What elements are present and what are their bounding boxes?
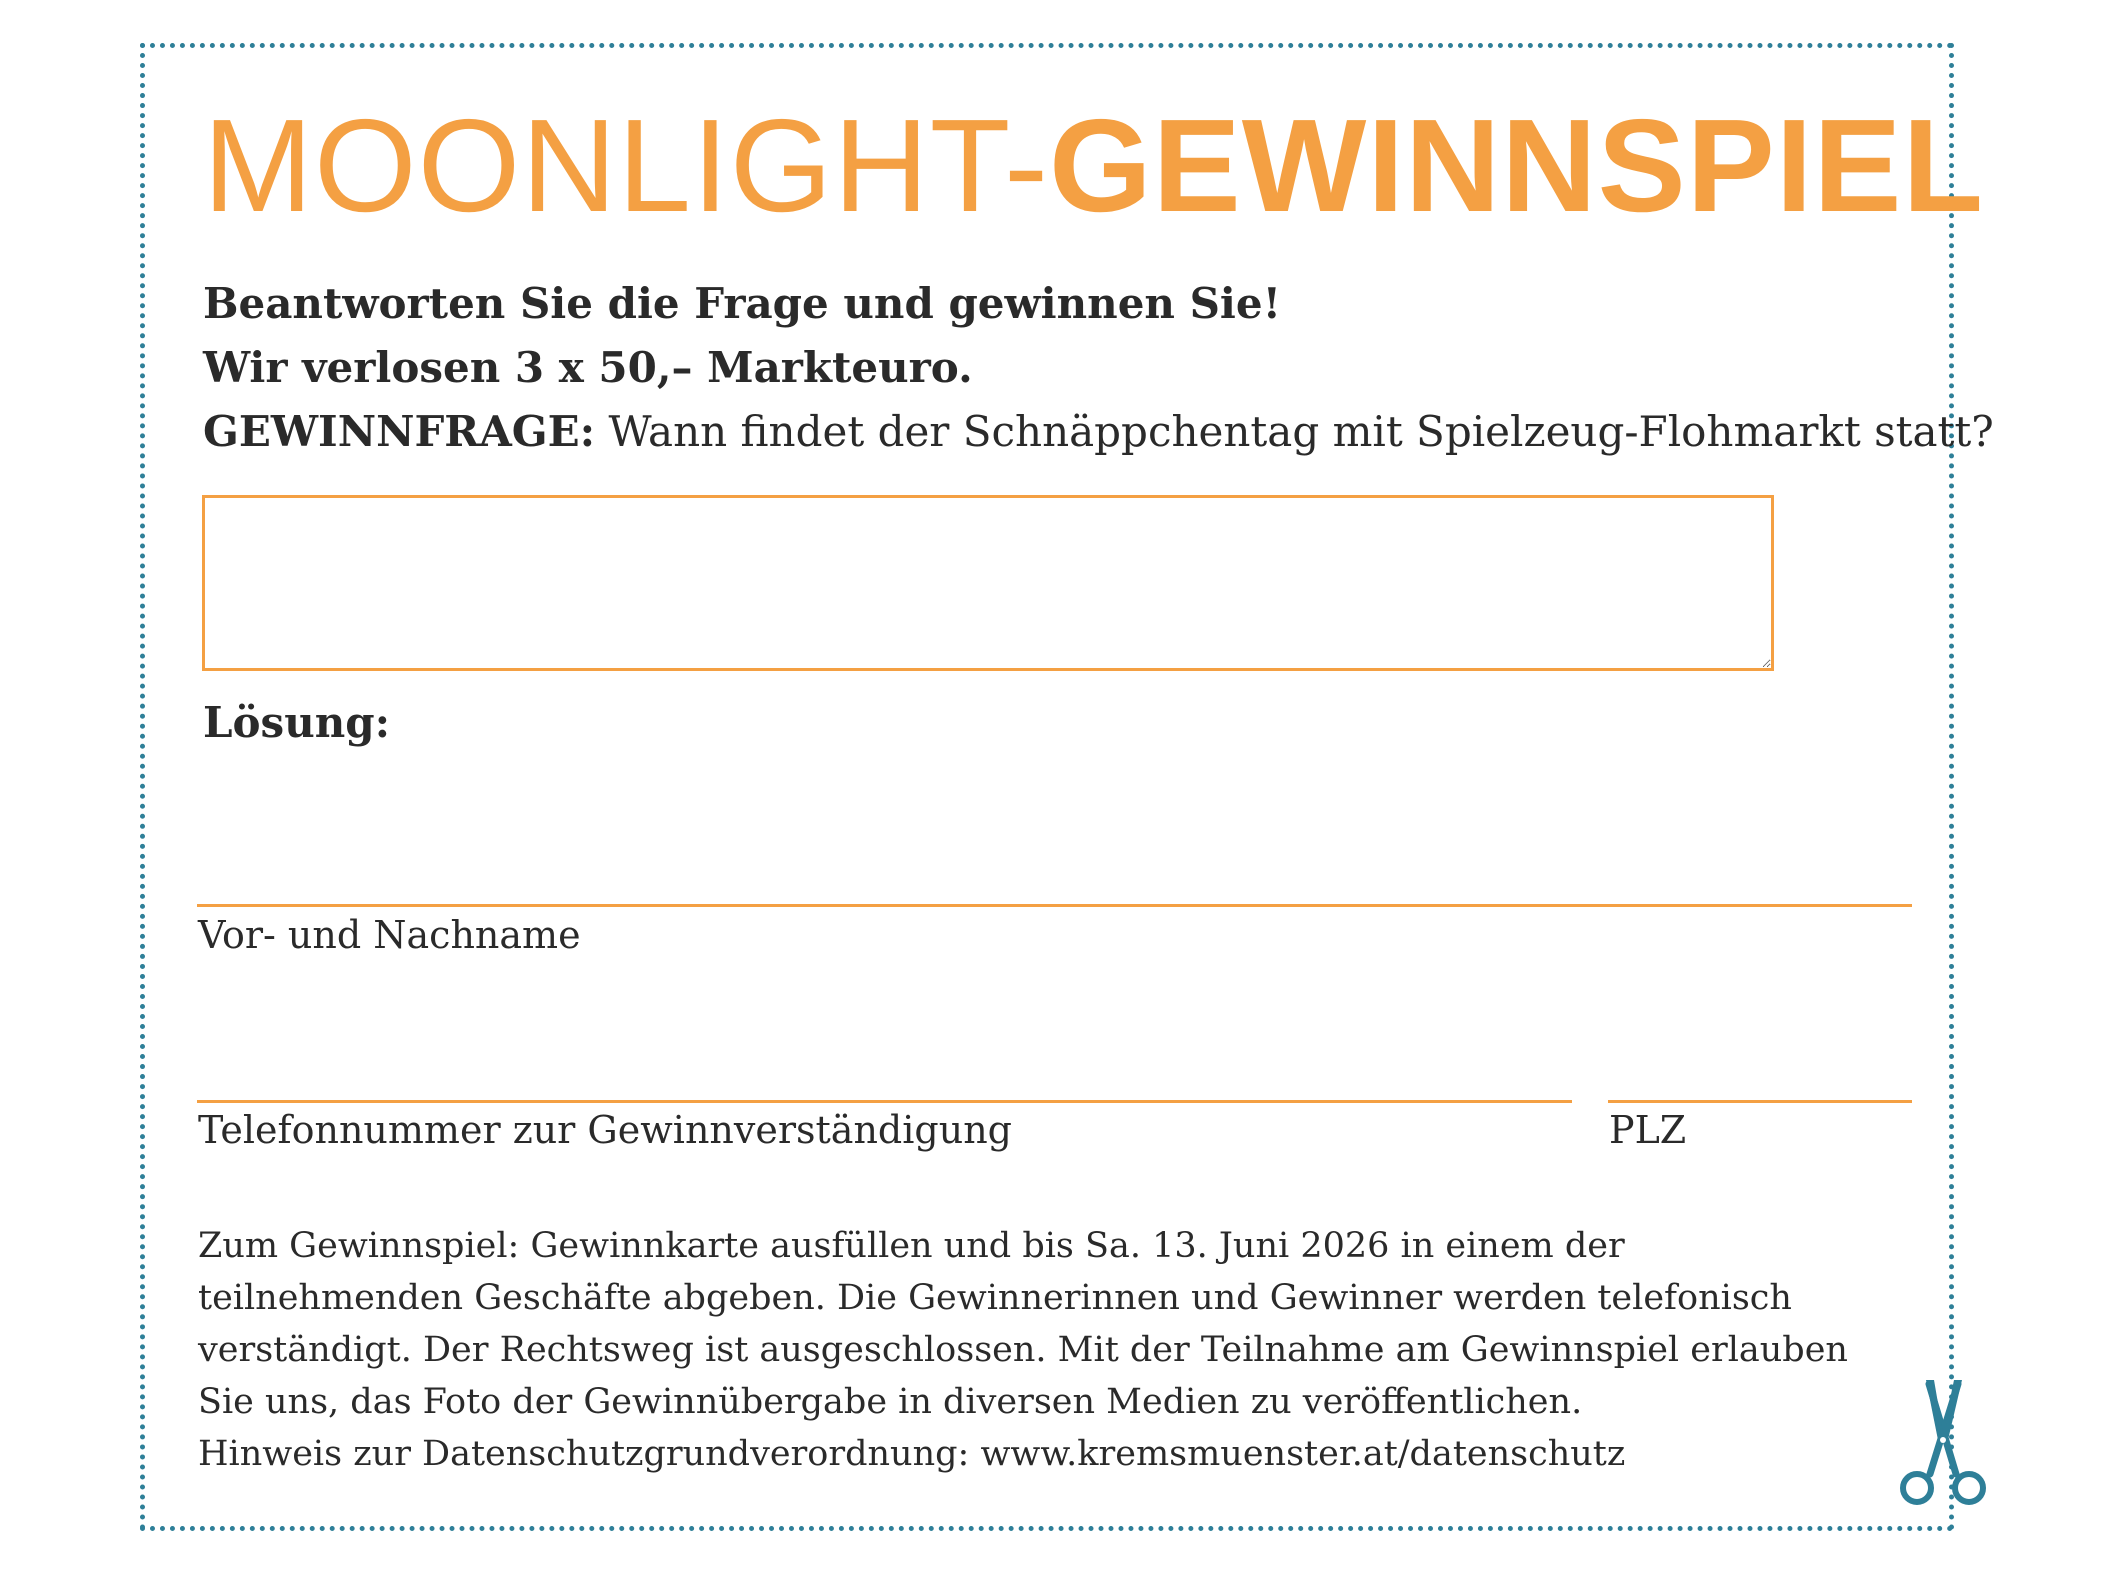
title-bold: GEWINNSPIEL xyxy=(1049,92,1985,239)
zip-field[interactable] xyxy=(1608,1043,1912,1103)
fineprint-line: verständigt. Der Rechtsweg ist ausgeschlossen. Mit der Teilnahme am Gewinnspiel erlauben xyxy=(198,1330,1848,1370)
question-text: Wann findet der Schnäppchentag mit Spielzeug-Flohmarkt statt? xyxy=(595,407,1994,456)
answer-label: Lösung: xyxy=(203,698,391,747)
privacy-notice: Hinweis zur Datenschutzgrundverordnung: www.kremsmuenster.at/datenschutz xyxy=(198,1434,1626,1474)
fineprint xyxy=(198,1220,1848,1480)
fineprint-line: teilnehmenden Geschäfte abgeben. Die Gewinnerinnen und Gewinner werden telefonisch xyxy=(198,1278,1792,1318)
question xyxy=(203,400,1994,464)
prize-text: Wir verlosen 3 x 50,– Markteuro. xyxy=(203,343,973,392)
name-field[interactable] xyxy=(197,847,1912,907)
intro-text xyxy=(203,272,1994,464)
phone-field-label: Telefonnummer zur Gewinnverständigung xyxy=(198,1108,1012,1152)
answer-input[interactable] xyxy=(202,495,1774,671)
question-label: GEWINNFRAGE: xyxy=(203,407,596,456)
intro-headline: Beantworten Sie die Frage und gewinnen Sie! xyxy=(203,279,1282,328)
title-light: MOONLIGHT- xyxy=(203,92,1050,239)
fineprint-line: Sie uns, das Foto der Gewinnübergabe in diversen Medien zu veröffentlichen. xyxy=(198,1382,1583,1422)
page-title xyxy=(203,92,1985,239)
scissors-icon xyxy=(1898,1378,1988,1508)
zip-field-label: PLZ xyxy=(1609,1108,1687,1152)
phone-field[interactable] xyxy=(197,1043,1572,1103)
fineprint-line: Zum Gewinnspiel: Gewinnkarte ausfüllen und bis Sa. 13. Juni 2026 in einem der xyxy=(198,1226,1625,1266)
name-field-label: Vor- und Nachname xyxy=(198,913,581,957)
